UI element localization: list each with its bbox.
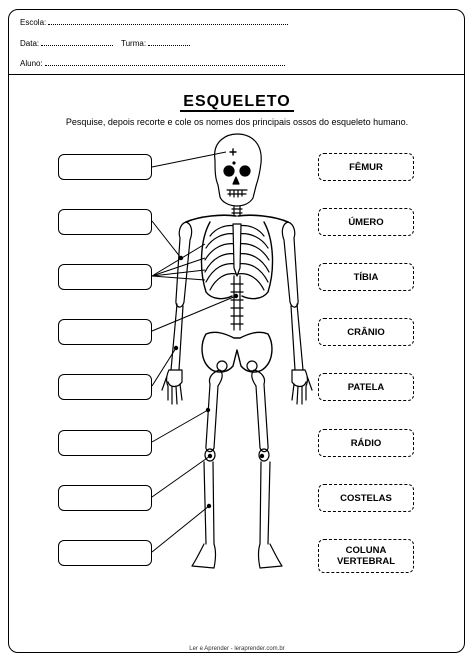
patella-right-dot <box>260 454 264 458</box>
leader-line-5 <box>152 348 176 386</box>
skull-dot <box>232 161 235 164</box>
date-field[interactable]: Data: <box>20 38 113 48</box>
class-field[interactable]: Turma: <box>121 38 190 48</box>
answer-box-2[interactable] <box>58 209 152 235</box>
left-forearm <box>171 304 183 370</box>
teeth <box>227 190 247 197</box>
answer-box-4[interactable] <box>58 319 152 345</box>
ribs-left <box>205 225 236 290</box>
label-radio[interactable]: RÁDIO <box>318 429 414 457</box>
right-femur <box>252 370 268 452</box>
leader-line-2 <box>152 221 181 258</box>
instruction-text: Pesquise, depois recorte e cole os nomes dos principais ossos do esqueleto humano. <box>65 117 409 127</box>
leader-lines <box>152 152 236 552</box>
left-lower-leg <box>204 462 214 544</box>
pelvis <box>202 332 272 372</box>
ribs-right <box>238 225 269 290</box>
left-hip-socket <box>217 361 227 371</box>
right-foot <box>259 544 283 568</box>
left-foot <box>192 544 216 568</box>
right-humerus <box>282 222 298 307</box>
footer-credit: Ler e Aprender - leraprender.com.br <box>0 646 474 652</box>
label-cranio[interactable]: CRÂNIO <box>318 318 414 346</box>
student-field[interactable]: Aluno: <box>20 58 285 68</box>
right-hand <box>292 370 312 404</box>
right-eye-socket <box>240 166 250 176</box>
joint-markers <box>174 161 264 508</box>
answer-box-3[interactable] <box>58 264 152 290</box>
leader-line-4 <box>152 296 236 331</box>
label-femur[interactable]: FÊMUR <box>318 153 414 181</box>
right-forearm <box>291 304 303 370</box>
left-eye-socket <box>224 166 234 176</box>
skull-marker <box>230 149 236 155</box>
label-tibia[interactable]: TÍBIA <box>318 263 414 291</box>
page-title: ESQUELETO <box>0 93 474 111</box>
left-humerus <box>176 222 192 307</box>
left-hand <box>162 370 182 404</box>
sternum <box>233 224 241 276</box>
nose-cavity <box>233 177 239 184</box>
lumbar-vertebrae <box>231 284 243 324</box>
school-field[interactable]: Escola: <box>20 17 288 27</box>
label-costelas[interactable]: COSTELAS <box>318 484 414 512</box>
label-patela[interactable]: PATELA <box>318 373 414 401</box>
answer-box-8[interactable] <box>58 540 152 566</box>
leader-line-8 <box>152 506 209 552</box>
answer-box-6[interactable] <box>58 430 152 456</box>
right-hip-socket <box>247 361 257 371</box>
neck-vertebrae <box>232 206 242 216</box>
answer-box-5[interactable] <box>58 374 152 400</box>
right-lower-leg <box>260 462 270 544</box>
label-coluna-vertebral[interactable]: COLUNA VERTEBRAL <box>318 539 414 573</box>
answer-box-7[interactable] <box>58 485 152 511</box>
clavicles <box>186 215 288 222</box>
leader-line-7 <box>152 456 210 497</box>
leader-line-6 <box>152 410 208 442</box>
label-umero[interactable]: ÚMERO <box>318 208 414 236</box>
answer-box-1[interactable] <box>58 154 152 180</box>
